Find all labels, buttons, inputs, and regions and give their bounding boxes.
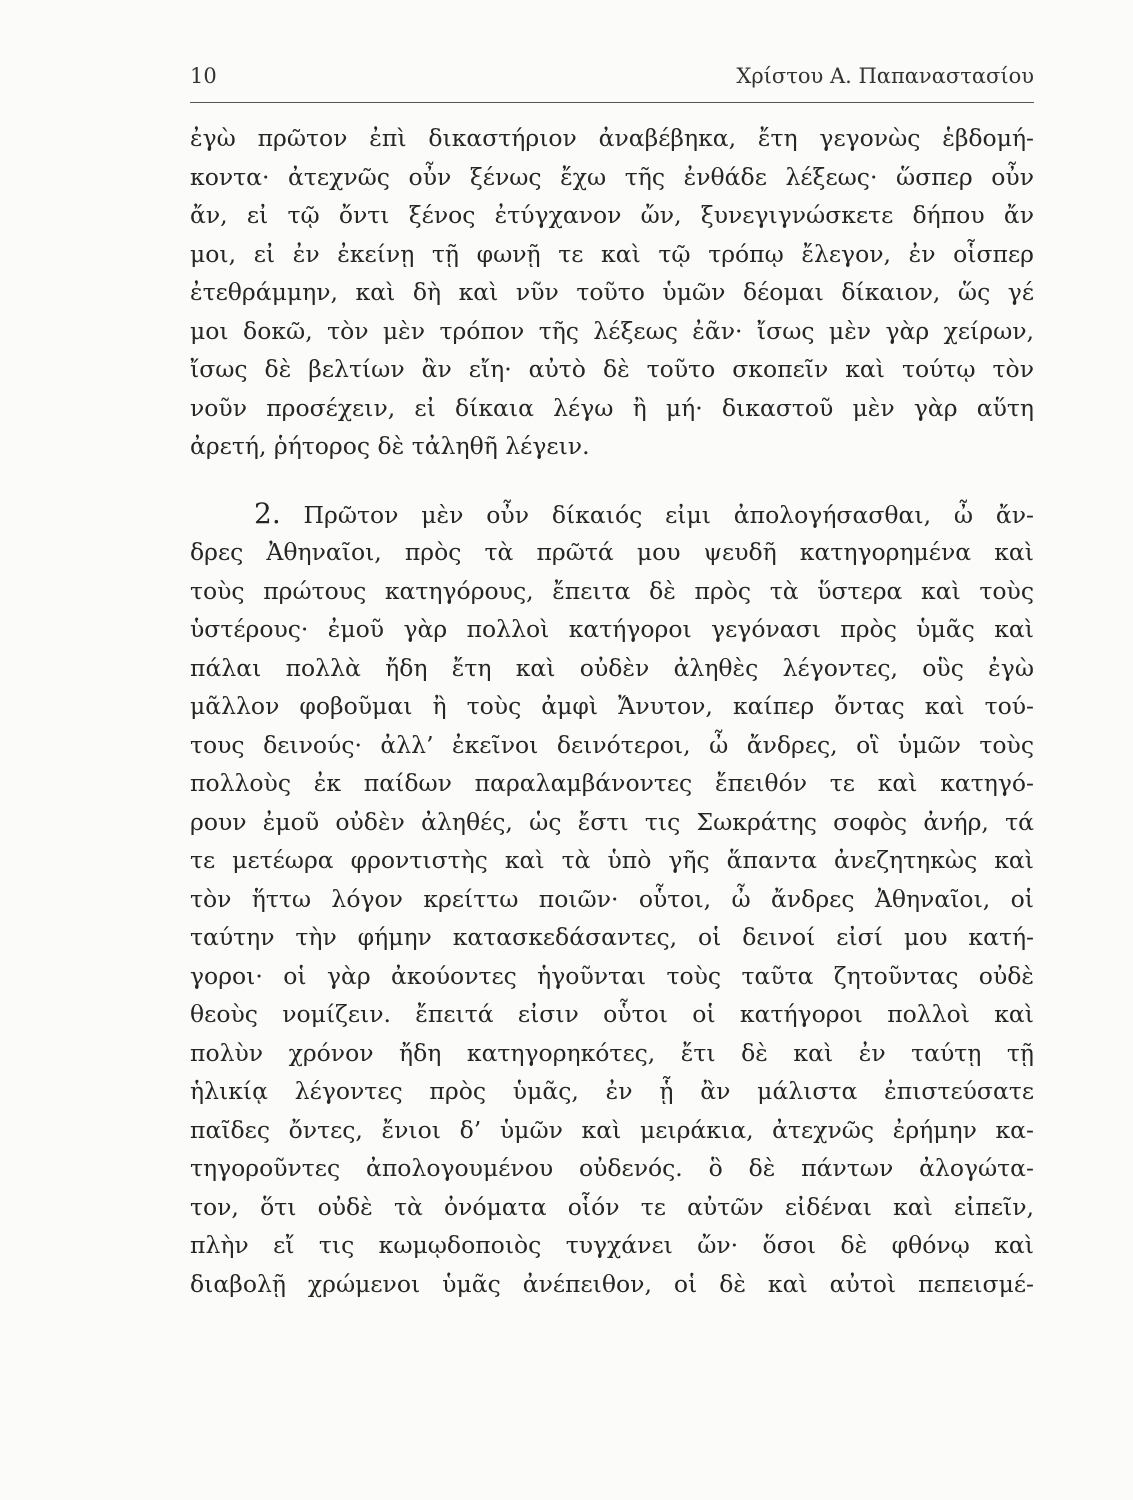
text-line-first: [190, 495, 1034, 534]
body-text: [190, 119, 1034, 1303]
text-line: πολὺν χρόνον ἤδη κατηγορηκότες, ἔτι δὲ καὶ ἐν ταύτῃ τῇ: [190, 1038, 1034, 1067]
text-line: κοντα· ἀτεχνῶς οὖν ξένως ἔχω τῆς ἐνθάδε λέξεως· ὥσπερ οὖν: [190, 162, 1034, 191]
section-number: 2.: [254, 496, 281, 530]
paragraph-1: [190, 119, 1034, 466]
text-line: μᾶλλον φοβοῦμαι ἢ τοὺς ἀμφὶ Ἄνυτον, καίπερ ὄντας καὶ τού-: [190, 692, 1034, 720]
text-line: μοι δοκῶ, τὸν μὲν τρόπον τῆς λέξεως ἐᾶν· ἴσως μὲν γὰρ χείρων,: [190, 316, 1034, 345]
text-line: τηγοροῦντες ἀπολογουμένου οὐδενός. ὃ δὲ πάντων ἀλογώτα-: [190, 1154, 1034, 1182]
text-line: μοι, εἰ ἐν ἐκείνῃ τῇ φωνῇ τε καὶ τῷ τρόπῳ ἔλεγον, ἐν οἷσπερ: [190, 239, 1034, 268]
text-line: τοὺς πρώτους κατηγόρους, ἔπειτα δὲ πρὸς τὰ ὕστερα καὶ τοὺς: [190, 576, 1034, 605]
text-line: ἄν, εἰ τῷ ὄντι ξένος ἐτύγχανον ὤν, ξυνεγιγνώσκετε δήπου ἄν: [190, 201, 1034, 229]
text-line: διαβολῇ χρώμενοι ὑμᾶς ἀνέπειθον, οἱ δὲ καὶ αὐτοὶ πεπεισμέ-: [190, 1269, 1034, 1298]
text-line: ρουν ἐμοῦ οὐδὲν ἀληθές, ὡς ἔστι τις Σωκράτης σοφὸς ἀνήρ, τά: [190, 807, 1034, 836]
running-head-author: Χρίστου Α. Παπαναστασίου: [736, 64, 1034, 88]
text-line: τους δεινούς· ἀλλ’ ἐκεῖνοι δεινότεροι, ὦ ἄνδρες, οἳ ὑμῶν τοὺς: [190, 730, 1034, 759]
text-line: τον, ὅτι οὐδὲ τὰ ὀνόματα οἷόν τε αὐτῶν εἰδέναι καὶ εἰπεῖν,: [190, 1192, 1034, 1221]
text-line: ἴσως δὲ βελτίων ἂν εἴη· αὐτὸ δὲ τοῦτο σκοπεῖν καὶ τούτῳ τὸν: [190, 355, 1034, 383]
text-line: παῖδες ὄντες, ἔνιοι δ’ ὑμῶν καὶ μειράκια, ἀτεχνῶς ἐρήμην κα-: [190, 1115, 1034, 1144]
paragraph-gap: [190, 466, 1034, 495]
text-line: ἡλικίᾳ λέγοντες πρὸς ὑμᾶς, ἐν ᾗ ἂν μάλιστα ἐπιστεύσατε: [190, 1077, 1034, 1105]
page-number: 10: [190, 64, 217, 88]
running-head: [190, 62, 1034, 103]
text-line: γοροι· οἱ γὰρ ἀκούοντες ἡγοῦνται τοὺς ταῦτα ζητοῦντας οὐδὲ: [190, 961, 1034, 990]
paragraph-2: [190, 495, 1034, 1304]
text-line: τὸν ἥττω λόγον κρείττω ποιῶν· οὗτοι, ὦ ἄνδρες Ἀθηναῖοι, οἱ: [190, 884, 1034, 913]
text-line: ἐγὼ πρῶτον ἐπὶ δικαστήριον ἀναβέβηκα, ἔτη γεγονὼς ἑβδομή-: [190, 124, 1034, 152]
text-line: ἐτεθράμμην, καὶ δὴ καὶ νῦν τοῦτο ὑμῶν δέομαι δίκαιον, ὥς γέ: [190, 278, 1034, 306]
text-line: νοῦν προσέχειν, εἰ δίκαια λέγω ἢ μή· δικαστοῦ μὲν γὰρ αὕτη: [190, 393, 1034, 422]
text-line: πάλαι πολλὰ ἤδη ἔτη καὶ οὐδὲν ἀληθὲς λέγοντες, οὓς ἐγὼ: [190, 653, 1034, 682]
text-line: πλὴν εἴ τις κωμῳδοποιὸς τυγχάνει ὤν· ὅσοι δὲ φθόνῳ καὶ: [190, 1231, 1034, 1259]
text-line: ὑστέρους· ἐμοῦ γὰρ πολλοὶ κατήγοροι γεγόνασι πρὸς ὑμᾶς καὶ: [190, 615, 1034, 643]
text-line: ταύτην τὴν φήμην κατασκεδάσαντες, οἱ δεινοί εἰσί μου κατή-: [190, 923, 1034, 951]
text-line-rest: Πρῶτον μὲν οὖν δίκαιός εἰμι ἀπολογήσασθαι, ὦ ἄν-: [303, 500, 1034, 529]
text-line: ἀρετή, ῥήτορος δὲ τἀληθῆ λέγειν.: [190, 432, 590, 460]
text-line: τε μετέωρα φροντιστὴς καὶ τὰ ὑπὸ γῆς ἅπαντα ἀνεζητηκὼς καὶ: [190, 846, 1034, 874]
text-line: πολλοὺς ἐκ παίδων παραλαμβάνοντες ἔπειθόν τε καὶ κατηγό-: [190, 769, 1034, 797]
text-line: θεοὺς νομίζειν. ἔπειτά εἰσιν οὗτοι οἱ κατήγοροι πολλοὶ καὶ: [190, 1000, 1034, 1028]
text-line: δρες Ἀθηναῖοι, πρὸς τὰ πρῶτά μου ψευδῆ κατηγορημένα καὶ: [190, 538, 1034, 566]
